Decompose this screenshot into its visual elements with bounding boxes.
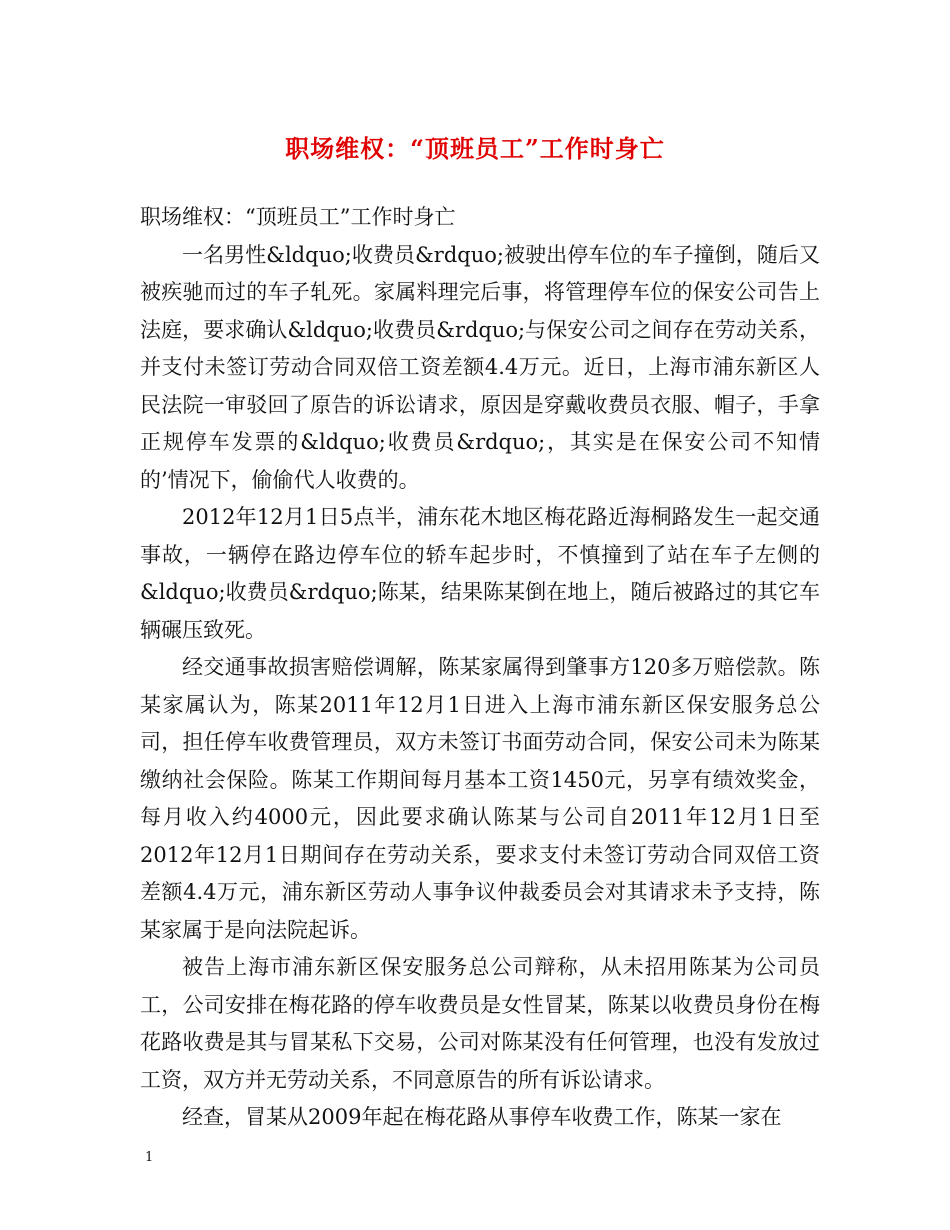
paragraph-3: 经交通事故损害赔偿调解，陈某家属得到肇事方120多万赔偿款。陈某家属认为，陈某2011年12月1日进入上海市浦东新区保安服务总公司，担任停车收费管理员，双方未签订书面劳动合同，保安公司未为陈某缴纳社会保险。陈某工作期间每月基本工资1450元，另享有绩效奖金，每月收入约4000元，因此要求确认陈某与公司自2011年12月1日至2012年12月1日期间存在劳动关系，要求支付未签订劳动合同双倍工资差额4.4万元，浦东新区劳动人事争议仲裁委员会对其请求未予支持，陈某家属于是向法院起诉。 xyxy=(140,655,820,942)
page-number: 1 xyxy=(145,1150,154,1165)
document-body xyxy=(140,199,820,1137)
paragraph-2: 2012年12月1日5点半，浦东花木地区梅花路近海桐路发生一起交通事故，一辆停在路边停车位的轿车起步时，不慎撞到了站在车子左侧的&ldquo;收费员&rdquo;陈某，结果陈某倒在地上，随后被路过的其它车辆碾压致死。 xyxy=(140,505,820,642)
document-title: 职场维权：“顶班员工”工作时身亡 xyxy=(285,134,665,163)
paragraph-4: 被告上海市浦东新区保安服务总公司辩称，从未招用陈某为公司员工，公司安排在梅花路的停车收费员是女性冒某，陈某以收费员身份在梅花路收费是其与冒某私下交易，公司对陈某没有任何管理，也没有发放过工资，双方并无劳动关系，不同意原告的所有诉讼请求。 xyxy=(140,955,820,1092)
paragraph-5: 经查，冒某从2009年起在梅花路从事停车收费工作，陈某一家在 xyxy=(182,1105,782,1129)
paragraph-1: 一名男性&ldquo;收费员&rdquo;被驶出停车位的车子撞倒，随后又被疾驰而过的车子轧死。家属料理完后事，将管理停车位的保安公司告上法庭，要求确认&ldquo;收费员&rdquo;与保安公司之间存在劳动关系，并支付未签订劳动合同双倍工资差额4.4万元。近日，上海市浦东新区人民法院一审驳回了原告的诉讼请求，原因是穿戴收费员衣服、帽子，手拿正规停车发票的&ldquo;收费员&rdquo;，其实是在保安公司不知情的’情况下，偷偷代人收费的。 xyxy=(140,242,820,492)
subtitle-line: 职场维权：“顶班员工”工作时身亡 xyxy=(140,205,456,229)
